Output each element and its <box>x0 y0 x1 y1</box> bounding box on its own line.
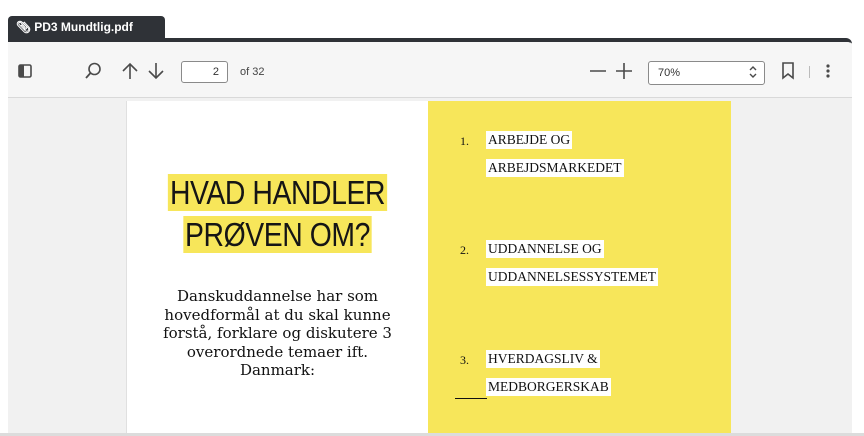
topic-line: ARBEJDE OG <box>488 132 571 147</box>
body-line: forstå, forklare og diskutere 3 <box>163 324 392 342</box>
pdf-page <box>126 101 730 436</box>
page-left-column <box>127 101 428 436</box>
body-line: Danmark: <box>239 361 316 379</box>
page-canvas[interactable] <box>8 98 852 436</box>
topic-number: 2. <box>460 243 469 257</box>
chevron-updown-icon <box>748 65 758 82</box>
topic-line: HVERDAGSLIV & <box>488 351 598 366</box>
body-paragraph <box>147 287 408 380</box>
topic-number: 1. <box>460 134 469 148</box>
body-line: hovedformål at du skal kunne <box>164 305 391 324</box>
search-icon[interactable] <box>82 60 104 82</box>
toolbar-divider <box>809 66 810 78</box>
zoom-select[interactable] <box>648 61 765 85</box>
more-vertical-icon[interactable] <box>820 61 836 81</box>
plus-icon[interactable] <box>613 60 635 82</box>
paperclip-icon: 📎︎ <box>16 20 32 34</box>
topic-line: MEDBORGERSKAB <box>488 379 609 394</box>
file-tab-title: PD3 Mundtlig.pdf <box>34 20 133 34</box>
page-total-label: of 32 <box>240 66 265 78</box>
body-line: overordnede temaer ift. <box>186 342 369 361</box>
arrow-down-icon[interactable] <box>145 60 167 82</box>
topic-line: UDDANNELSESSYSTEMET <box>488 269 657 284</box>
body-line: Danskuddannelse har som <box>176 287 379 305</box>
divider-line <box>455 398 487 399</box>
sidebar-toggle-icon[interactable] <box>15 61 35 81</box>
arrow-up-icon[interactable] <box>119 60 141 82</box>
file-tab[interactable] <box>8 16 165 38</box>
topic-line: ARBEJDSMARKEDET <box>488 160 622 175</box>
heading-line: PRØVEN OM? <box>185 216 370 253</box>
bookmark-icon[interactable] <box>778 61 798 81</box>
pdf-viewer <box>8 38 852 436</box>
page-number-input[interactable] <box>181 61 228 83</box>
zoom-value: 70% <box>658 67 681 79</box>
topic-number: 3. <box>460 353 469 367</box>
topic-line: UDDANNELSE OG <box>488 241 602 256</box>
minus-icon[interactable] <box>587 60 609 82</box>
heading-line: HVAD HANDLER <box>169 174 386 211</box>
page-right-column <box>428 101 731 436</box>
pdf-toolbar <box>8 42 852 98</box>
